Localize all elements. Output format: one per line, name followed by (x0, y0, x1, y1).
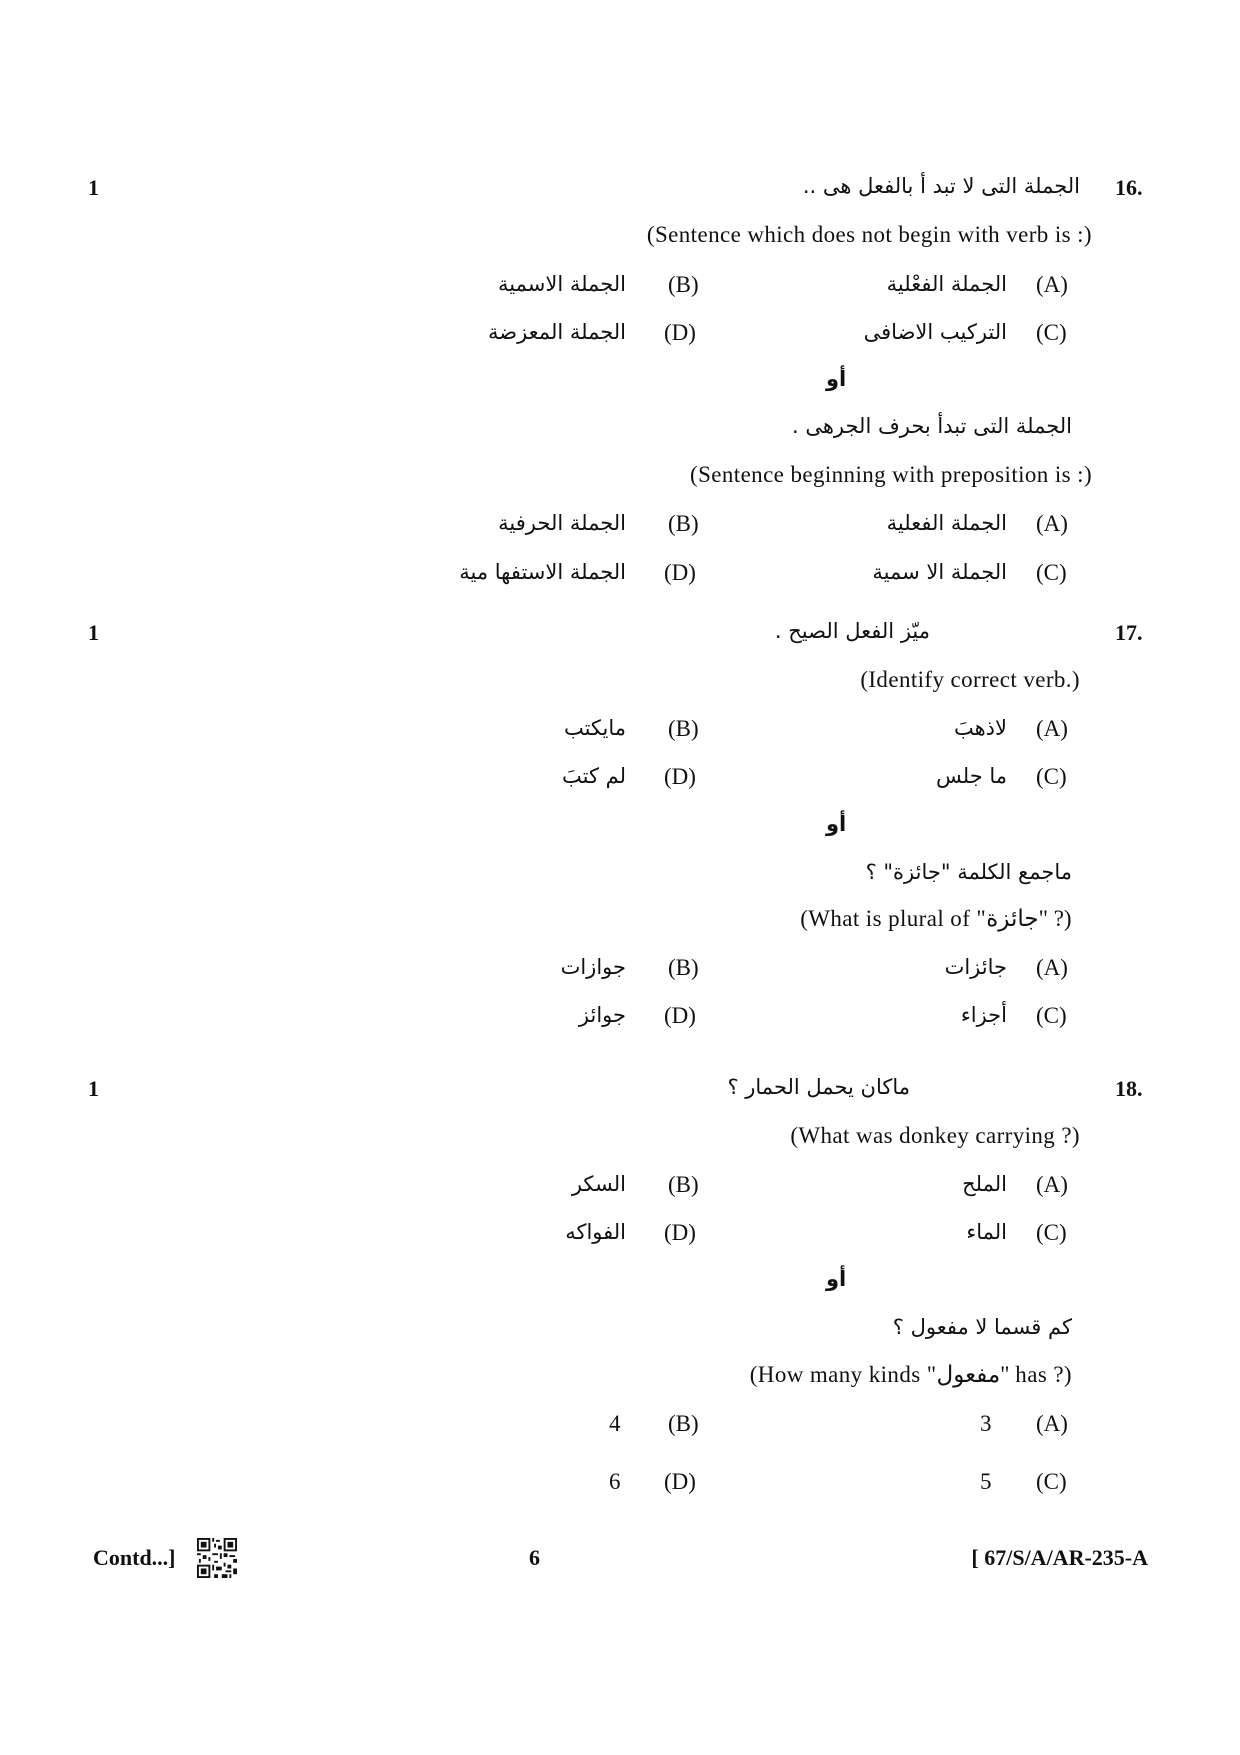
option-text: السكر (571, 1172, 626, 1196)
option-text: الجملة الاسمية (498, 272, 626, 296)
option-text: 4 (609, 1411, 621, 1436)
option-label: (D) (664, 1469, 696, 1494)
alt-question-16-en: (Sentence beginning with preposition is :) (690, 462, 1092, 487)
question-18-en: (What was donkey carrying ?) (790, 1123, 1080, 1148)
option-label: (C) (1036, 764, 1067, 789)
paper-code: [ 67/S/A/AR-235-A (971, 1545, 1148, 1570)
option-label: (D) (664, 764, 696, 789)
marks-18: 1 (88, 1076, 99, 1101)
marks-16: 1 (88, 175, 99, 200)
question-18-ar: ماكان يحمل الحمار ؟ (727, 1075, 910, 1099)
option-text: التركيب الاضافى (863, 320, 1007, 344)
option-text: الجملة الفعْلية (886, 272, 1007, 296)
option-label: (C) (1036, 1003, 1067, 1028)
option-label: (B) (668, 955, 699, 980)
option-text: ما جلس (935, 764, 1007, 788)
alt-question-17-ar: ماجمع الكلمة "جائزة" ؟ (865, 860, 1072, 884)
option-text: جائزات (944, 955, 1007, 979)
option-label: (A) (1036, 955, 1068, 980)
alt-question-17-en: (What is plural of "جائزة" ?) (800, 906, 1072, 931)
option-label: (A) (1036, 511, 1068, 536)
option-label: (D) (664, 320, 696, 345)
option-text: مايكتب (563, 716, 626, 740)
or-label: أو (826, 812, 847, 836)
option-text: الجملة الحرفية (498, 511, 626, 535)
or-label: أو (826, 367, 847, 391)
option-text: جوائز (578, 1003, 626, 1027)
option-label: (B) (668, 716, 699, 741)
alt-question-18-ar: كم قسما لا مفعول ؟ (892, 1315, 1072, 1339)
option-text: 3 (980, 1411, 992, 1436)
option-text: أجزاء (960, 1003, 1007, 1027)
question-16-ar: الجملة التى لا تبد أ بالفعل هى .. (802, 174, 1080, 198)
option-text: الجملة المعزضة (488, 320, 626, 344)
option-label: (B) (668, 1172, 699, 1197)
option-label: (D) (664, 560, 696, 585)
marks-17: 1 (88, 620, 99, 645)
option-text: لم كتبَ (561, 764, 626, 788)
option-label: (D) (664, 1003, 696, 1028)
question-16-en: (Sentence which does not begin with verb is :) (646, 222, 1092, 247)
option-text: جوازات (560, 955, 626, 979)
question-17-en: (Identify correct verb.) (860, 667, 1080, 692)
option-label: (C) (1036, 1220, 1067, 1245)
option-text: 5 (980, 1469, 992, 1494)
option-label: (A) (1036, 1411, 1068, 1436)
option-text: 6 (609, 1469, 621, 1494)
option-label: (B) (668, 1411, 699, 1436)
option-label: (B) (668, 511, 699, 536)
option-label: (C) (1036, 320, 1067, 345)
option-label: (C) (1036, 1469, 1067, 1494)
option-label: (C) (1036, 560, 1067, 585)
option-text: الملح (962, 1172, 1007, 1196)
option-label: (A) (1036, 272, 1068, 297)
page-number: 6 (529, 1545, 540, 1570)
option-label: (D) (664, 1220, 696, 1245)
option-text: الجملة الاستفها مية (459, 560, 626, 584)
option-text: لاذهبَ (953, 716, 1007, 740)
qr-code-icon (197, 1538, 237, 1578)
question-number-18: 18. (1115, 1076, 1143, 1101)
question-17-ar: ميّز الفعل الصيح . (774, 619, 930, 643)
or-label: أو (826, 1267, 847, 1291)
option-text: الفواكه (565, 1220, 626, 1244)
question-number-16: 16. (1115, 175, 1143, 200)
option-label: (A) (1036, 716, 1068, 741)
option-text: الجملة الفعلية (886, 511, 1007, 535)
option-label: (B) (668, 272, 699, 297)
option-text: الماء (966, 1220, 1007, 1244)
option-label: (A) (1036, 1172, 1068, 1197)
question-number-17: 17. (1115, 620, 1143, 645)
contd-label: Contd...] (93, 1545, 176, 1570)
option-text: الجملة الا سمية (872, 560, 1007, 584)
alt-question-16-ar: الجملة التى تبدأ بحرف الجرهى . (791, 414, 1072, 438)
alt-question-18-en: (How many kinds "مفعول" has ?) (749, 1362, 1072, 1387)
